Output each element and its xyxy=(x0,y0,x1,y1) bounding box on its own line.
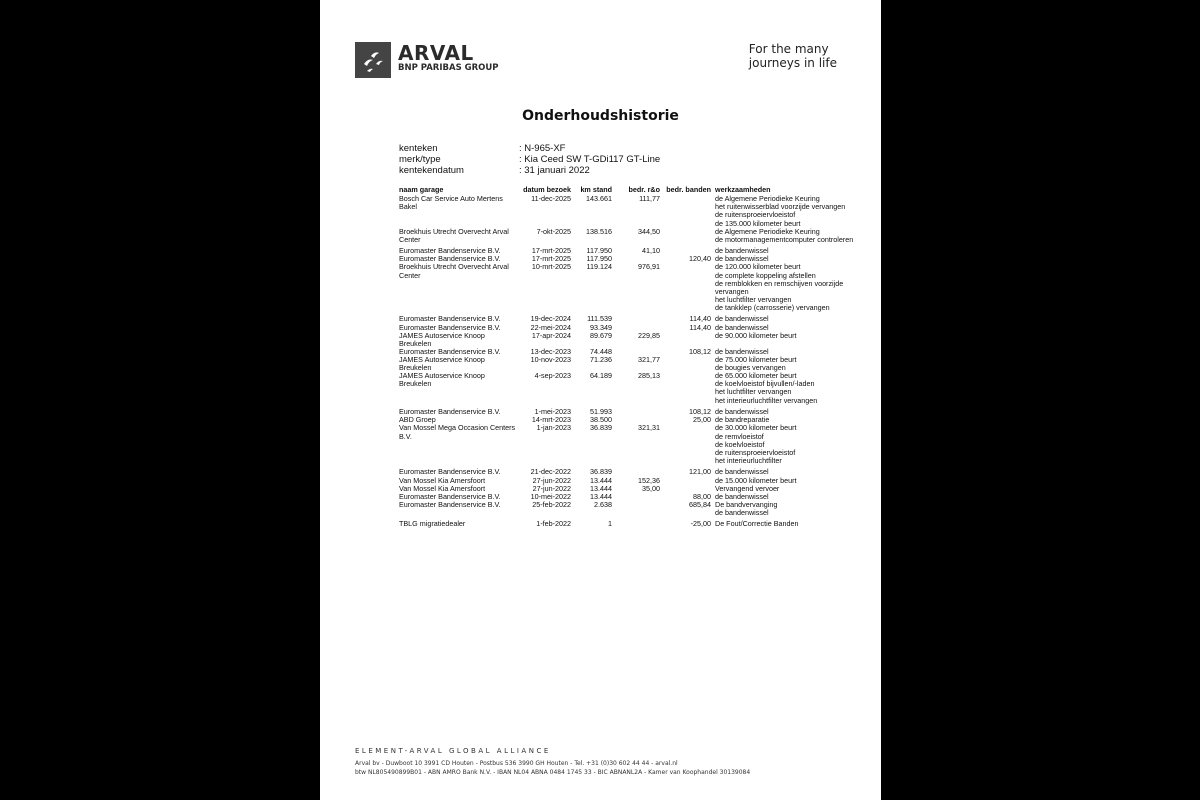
cell-date: 27-jun-2022 xyxy=(532,475,571,485)
cell-km: 119.124 xyxy=(586,262,612,272)
cell-date: 14-mrt-2023 xyxy=(531,415,571,425)
cell-garage: Euromaster Bandenservice B.V. xyxy=(399,346,501,356)
work-item: de bandreparatie xyxy=(715,415,770,425)
cell-km: 117.950 xyxy=(586,254,612,264)
cell-date: 22-mei-2024 xyxy=(530,322,571,332)
cell-km: 138.516 xyxy=(586,227,612,236)
cell-band: 88,00 xyxy=(693,491,711,501)
work-item: de remvloeistof xyxy=(715,431,764,441)
work-item: de 135.000 kilometer beurt xyxy=(715,218,801,228)
cell-date: 10-mrt-2025 xyxy=(531,262,571,272)
vehicle-info-value: : 31 januari 2022 xyxy=(519,165,590,176)
cell-date: 17-mrt-2025 xyxy=(531,246,571,255)
work-item: de 90.000 kilometer beurt xyxy=(715,330,797,340)
cell-garage: JAMES Autoservice Knoop Breukelen xyxy=(399,330,485,348)
cell-work xyxy=(715,332,875,340)
work-item: de ruitensproeiervloeistof xyxy=(715,210,796,220)
cell-band: 120,40 xyxy=(689,254,711,264)
cell-garage: Van Mossel Mega Occasion Centers B.V. xyxy=(399,423,516,441)
slogan-line-1: For the many xyxy=(748,42,829,56)
cell-date: 13-dec-2023 xyxy=(530,346,571,356)
cell-work xyxy=(715,501,875,517)
cell-garage: Euromaster Bandenservice B.V. xyxy=(399,500,501,510)
cell-band: 114,40 xyxy=(689,314,711,324)
header-ro: bedr. r&o xyxy=(628,185,660,194)
work-item: de bandenwissel xyxy=(715,246,769,255)
work-item: Vervangend vervoer xyxy=(715,483,780,493)
cell-garage: Euromaster Bandenservice B.V. xyxy=(399,314,501,324)
work-item: De Fout/Correctie Banden xyxy=(715,519,799,529)
work-item: de 30.000 kilometer beurt xyxy=(715,423,797,433)
cell-km: 74.448 xyxy=(590,346,612,356)
cell-ro: 344,50 xyxy=(638,227,660,236)
brand-name: ARVAL xyxy=(398,41,474,65)
work-item: de Algemene Periodieke Keuring xyxy=(715,194,820,203)
work-item: de 65.000 kilometer beurt xyxy=(715,370,797,380)
cell-km: 143.661 xyxy=(586,194,612,203)
work-item: het luchtfilter vervangen xyxy=(715,387,792,397)
work-item: de 15.000 kilometer beurt xyxy=(715,475,797,485)
cell-km: 13.444 xyxy=(590,475,612,485)
work-item: het interieurluchtfilter vervangen xyxy=(715,395,818,405)
cell-band: 685,84 xyxy=(689,500,711,510)
work-item: het luchtfilter vervangen xyxy=(715,295,792,305)
table-row xyxy=(399,372,859,408)
cell-date: 19-dec-2024 xyxy=(530,314,571,324)
work-item: de bandenwissel xyxy=(715,406,769,416)
work-item: de bougies vervangen xyxy=(715,363,786,373)
maintenance-table xyxy=(399,186,859,528)
work-item: de bandenwissel xyxy=(715,346,769,356)
table-row xyxy=(399,228,859,247)
cell-garage: Van Mossel Kia Amersfoort xyxy=(399,483,486,493)
work-item: het ruitenwisserblad voorzijde vervangen xyxy=(715,202,846,212)
cell-band: 108,12 xyxy=(689,406,711,416)
table-row xyxy=(399,356,859,372)
cell-garage: JAMES Autoservice Knoop Breukelen xyxy=(399,370,485,389)
cell-date: 21-dec-2022 xyxy=(530,467,571,477)
work-item: de koelvloeistof xyxy=(715,439,765,449)
cell-ro: 152,36 xyxy=(638,475,660,485)
brand-subtitle: BNP PARIBAS GROUP xyxy=(398,63,499,73)
cell-ro: 285,13 xyxy=(638,370,660,380)
table-body xyxy=(399,195,859,528)
vehicle-info-value: : Kia Ceed SW T-GDi117 GT-Line xyxy=(519,154,661,165)
cell-km: 51.993 xyxy=(590,406,612,416)
work-item: de bandenwissel xyxy=(715,322,769,332)
cell-ro: 111,77 xyxy=(639,194,660,203)
cell-date: 7-okt-2025 xyxy=(536,227,571,236)
cell-date: 1-jan-2023 xyxy=(536,423,571,433)
cell-km: 36.839 xyxy=(590,467,612,477)
cell-band: 114,40 xyxy=(689,322,711,332)
cell-work xyxy=(715,195,875,228)
vehicle-info-label: kentekendatum xyxy=(399,165,464,176)
cell-garage: Bosch Car Service Auto Mertens Bakel xyxy=(399,194,503,212)
work-item: de 120.000 kilometer beurt xyxy=(715,262,801,272)
cell-date: 25-feb-2022 xyxy=(532,500,571,510)
cell-km: 89.679 xyxy=(590,330,612,340)
header-band: bedr. banden xyxy=(666,185,711,194)
cell-garage: Euromaster Bandenservice B.V. xyxy=(399,491,501,501)
cell-ro: 976,91 xyxy=(638,262,660,272)
footer-address: Arval bv - Duwboot 10 3991 CD Houten - Postbus 536 3990 GH Houten - Tel. +31 (0)30 602 44 44 - arval.nl xyxy=(355,760,678,767)
table-row xyxy=(399,332,859,348)
cell-km: 117.950 xyxy=(586,246,612,255)
work-item: de Algemene Periodieke Keuring xyxy=(715,227,820,236)
table-row xyxy=(399,263,859,315)
cell-km: 111.539 xyxy=(587,314,612,324)
cell-ro: 321,77 xyxy=(638,354,660,364)
header-km: km stand xyxy=(580,185,612,194)
document-page xyxy=(320,0,881,800)
cell-date: 17-apr-2024 xyxy=(531,330,571,340)
cell-ro: 229,85 xyxy=(638,330,660,340)
vehicle-info-value: : N-965-XF xyxy=(519,143,566,154)
work-item: de 75.000 kilometer beurt xyxy=(715,354,797,364)
cell-work xyxy=(715,356,875,372)
cell-ro: 35,00 xyxy=(642,483,660,493)
vehicle-info-label: kenteken xyxy=(399,143,438,154)
slogan xyxy=(749,42,837,70)
cell-garage: Van Mossel Kia Amersfoort xyxy=(399,475,486,485)
cell-garage: JAMES Autoservice Knoop Breukelen xyxy=(399,354,485,373)
cell-garage: TBLG migratiedealer xyxy=(399,519,466,529)
vehicle-info-label: merk/type xyxy=(399,154,441,165)
cell-km: 1 xyxy=(608,519,612,529)
cell-date: 10-mei-2022 xyxy=(530,491,571,501)
table-row xyxy=(399,424,859,468)
header-garage: naam garage xyxy=(399,185,444,194)
work-item: de tankklep (carrosserie) vervangen xyxy=(715,303,830,313)
header-date: datum bezoek xyxy=(523,185,571,194)
work-item: de complete koppeling afstellen xyxy=(715,270,816,280)
cell-date: 10-nov-2023 xyxy=(530,354,571,364)
work-item: het interieurluchtfilter xyxy=(715,456,782,466)
cell-band: 25,00 xyxy=(693,415,711,425)
cell-km: 13.444 xyxy=(590,491,612,501)
footer-registration: btw NL805490899B01 - ABN AMRO Bank N.V. - IBAN NL04 ABNA 0484 1745 33 - BIC ABNANL2A - Kamer van Koophandel 30139084 xyxy=(355,769,751,776)
footer xyxy=(355,747,750,777)
cell-work xyxy=(715,263,875,312)
cell-km: 13.444 xyxy=(590,483,612,493)
cell-garage: Broekhuis Utrecht Overvecht Arval Center xyxy=(399,262,509,280)
work-item: De bandvervanging xyxy=(715,500,778,510)
work-item: de bandenwissel xyxy=(715,254,769,264)
table-row xyxy=(399,520,859,528)
slogan-line-2: journeys in life xyxy=(748,56,837,70)
work-item: de bandenwissel xyxy=(715,491,769,501)
cell-band: 108,12 xyxy=(689,346,711,356)
brand-block xyxy=(398,43,499,74)
work-item: de bandenwissel xyxy=(715,467,769,477)
work-item: de koelvloeistof bijvullen/-laden xyxy=(715,379,815,389)
cell-garage: Euromaster Bandenservice B.V. xyxy=(399,254,501,264)
work-item: de remblokken en remschijven voorzijde vervangen xyxy=(715,278,844,296)
header-work: werkzaamheden xyxy=(715,185,771,194)
work-item: de bandenwissel xyxy=(715,314,769,324)
cell-work xyxy=(715,372,875,405)
work-item: de ruitensproeiervloeistof xyxy=(715,447,796,457)
cell-ro: 321,31 xyxy=(638,423,660,433)
work-item: de bandenwissel xyxy=(715,508,769,518)
cell-date: 27-jun-2022 xyxy=(532,483,571,493)
cell-date: 1-mei-2023 xyxy=(534,406,571,416)
table-row xyxy=(399,195,859,228)
cell-km: 38.500 xyxy=(590,415,612,425)
cell-date: 17-mrt-2025 xyxy=(531,254,571,264)
cell-garage: Euromaster Bandenservice B.V. xyxy=(399,406,501,416)
page-title: Onderhoudshistorie xyxy=(522,108,679,124)
cell-date: 11-dec-2025 xyxy=(531,194,571,203)
cell-km: 71.236 xyxy=(590,354,612,364)
birds-icon xyxy=(355,42,391,78)
cell-garage: Broekhuis Utrecht Overvecht Arval Center xyxy=(399,227,509,245)
cell-garage: ABD Groep xyxy=(399,415,436,425)
footer-alliance: ELEMENT-ARVAL GLOBAL ALLIANCE xyxy=(355,747,551,755)
work-item: de motormanagementcomputer controleren xyxy=(715,235,854,245)
cell-garage: Euromaster Bandenservice B.V. xyxy=(399,322,501,332)
table-row xyxy=(399,408,859,416)
cell-garage: Euromaster Bandenservice B.V. xyxy=(399,246,501,255)
cell-work xyxy=(715,520,875,528)
cell-date: 1-feb-2022 xyxy=(536,519,571,529)
cell-work xyxy=(715,424,875,465)
cell-km: 93.349 xyxy=(590,322,612,332)
table-row xyxy=(399,501,859,520)
cell-km: 2.638 xyxy=(594,500,612,510)
arval-logo xyxy=(355,42,391,78)
cell-date: 4-sep-2023 xyxy=(534,370,571,380)
cell-band: -25,00 xyxy=(690,519,711,529)
cell-garage: Euromaster Bandenservice B.V. xyxy=(399,467,501,477)
cell-km: 64.189 xyxy=(590,370,612,380)
cell-km: 36.839 xyxy=(590,423,612,433)
cell-band: 121,00 xyxy=(689,467,711,477)
cell-work xyxy=(715,228,875,244)
cell-ro: 41,10 xyxy=(642,246,660,255)
